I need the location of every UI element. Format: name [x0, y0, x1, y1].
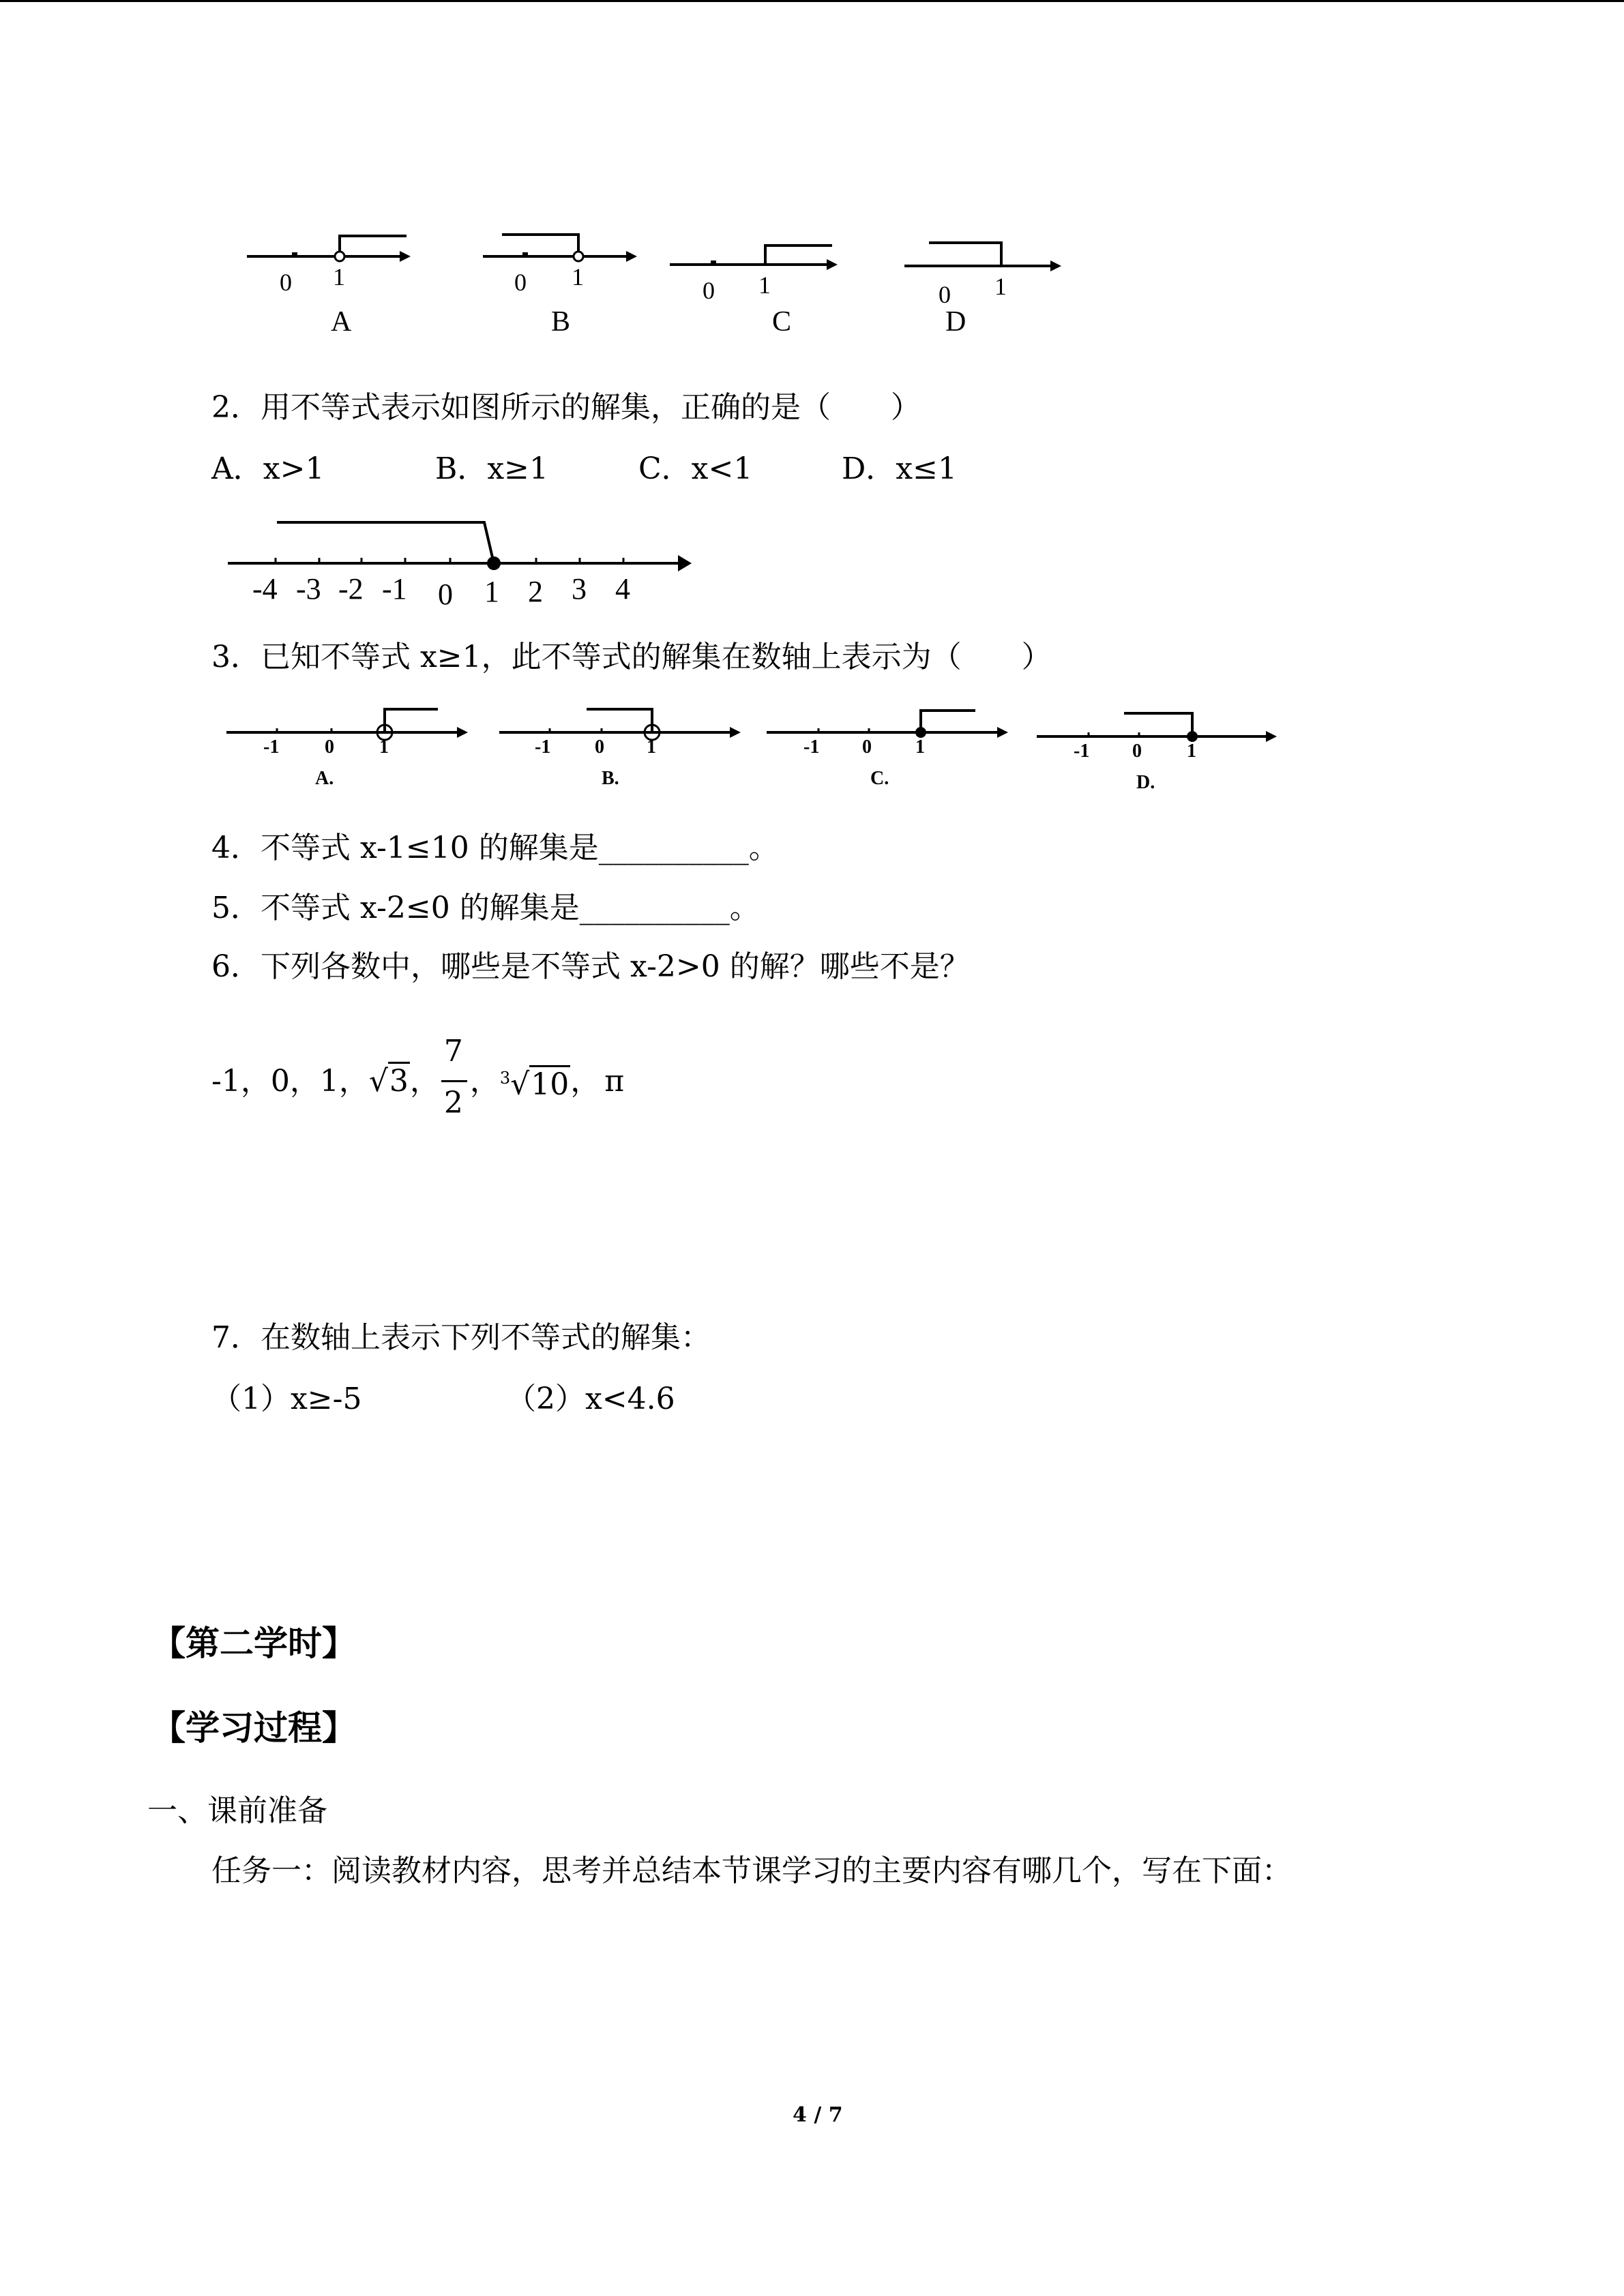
q1-option-d-axis	[904, 243, 1061, 308]
q2-choice-a: A．x>1	[211, 451, 325, 486]
q2-tick-neg2: -2	[338, 572, 364, 606]
task-one-text: 任务一：阅读教材内容，思考并总结本节课学习的主要内容有哪几个，写在下面：	[211, 1853, 1292, 1888]
q3-a-tick-1: 1	[379, 736, 389, 758]
q3-b-tick-1: 1	[647, 736, 656, 758]
q2-axis-arrow	[678, 555, 692, 571]
q3-c-tick-1: 1	[915, 736, 925, 758]
q2-tick-4: 4	[615, 572, 630, 606]
q1-b-tick0: 0	[514, 269, 527, 296]
q6-separator-3: ，	[570, 1064, 601, 1099]
q1-option-a-axis	[247, 236, 411, 296]
q3-d-tick-0: 0	[1132, 741, 1142, 762]
q1-option-c-axis	[670, 245, 838, 304]
q6-integers: -1，0，1，	[211, 1064, 369, 1099]
q3-option-d-label: D.	[1136, 772, 1155, 793]
q2-solution-ray	[277, 522, 494, 563]
q3-c-tick-neg1: -1	[803, 736, 820, 758]
q2-tick-neg3: -3	[296, 572, 321, 606]
q7-stem: 7．在数轴上表示下列不等式的解集：	[211, 1320, 711, 1355]
cube-root-value: 10	[529, 1065, 570, 1102]
q1-b-open-circle	[574, 252, 583, 261]
q2-choice-c: C．x<1	[638, 451, 753, 486]
q3-option-d-axis	[1037, 713, 1277, 793]
page-number: 4 / 7	[793, 2103, 843, 2127]
q1-d-tick0: 0	[939, 281, 951, 308]
q1-b-tick1: 1	[572, 263, 584, 290]
q3-option-c-label: C.	[870, 768, 889, 789]
q3-b-tick-0: 0	[595, 736, 604, 758]
q2-closed-dot	[487, 556, 501, 570]
q2-tick-neg4: -4	[252, 572, 278, 606]
q7-part-2: （2）x<4.6	[506, 1382, 675, 1416]
q1-a-open-circle	[335, 252, 344, 261]
cube-root-10	[500, 1059, 570, 1104]
fraction-7-2	[440, 1034, 470, 1122]
q3-number-lines	[218, 696, 1282, 805]
q2-tick-0: 0	[438, 578, 453, 611]
q5-text: 5．不等式 x-2≤0 的解集是__________。	[211, 891, 760, 925]
fraction-bar	[441, 1080, 467, 1082]
q1-c-tick1: 1	[758, 271, 771, 299]
q3-b-tick-neg1: -1	[535, 736, 551, 758]
sqrt-3-value: 3	[388, 1062, 410, 1099]
q2-tick-3: 3	[572, 572, 587, 606]
q3-option-c-axis	[767, 711, 1008, 789]
q3-option-b-label: B.	[602, 768, 619, 789]
radical-sign: √	[368, 1064, 388, 1099]
q6-stem: 6．下列各数中，哪些是不等式 x-2>0 的解？哪些不是？	[211, 949, 970, 984]
heading-pre-class: 一、课前准备	[147, 1793, 327, 1828]
q1-a-tick0: 0	[280, 269, 292, 296]
q3-d-tick-1: 1	[1187, 741, 1196, 762]
q1-d-tick1: 1	[994, 273, 1007, 300]
q2-tick-2: 2	[528, 575, 543, 608]
q3-option-a-label: A.	[315, 768, 334, 789]
q3-d-tick-neg1: -1	[1074, 741, 1090, 762]
q2-choice-b: B．x≥1	[435, 451, 549, 486]
q1-option-b-letter: B	[551, 306, 571, 338]
q7-part-1: （1）x≥-5	[211, 1382, 362, 1416]
q3-stem: 3．已知不等式 x≥1，此不等式的解集在数轴上表示为（ ）	[211, 640, 1052, 674]
pi-symbol: π	[604, 1064, 625, 1099]
q2-tick-neg1: -1	[382, 572, 407, 606]
q1-option-a-letter: A	[331, 306, 352, 338]
fraction-numerator: 7	[443, 1034, 463, 1069]
sqrt-3	[369, 1062, 410, 1101]
q1-c-tick0: 0	[703, 277, 715, 304]
fraction-denominator: 2	[443, 1086, 463, 1120]
q2-stem: 2．用不等式表示如图所示的解集，正确的是（ ）	[211, 390, 921, 425]
cube-root-index: 3	[499, 1069, 511, 1088]
q6-number-list	[211, 1034, 625, 1122]
page-top-border	[0, 0, 1624, 2]
q4-text: 4．不等式 x-1≤10 的解集是__________。	[211, 831, 779, 865]
q6-separator-2: ，	[469, 1064, 500, 1099]
q6-separator-1: ，	[409, 1064, 440, 1099]
q2-number-line	[225, 505, 716, 614]
q3-a-tick-neg1: -1	[263, 736, 280, 758]
q1-option-b-axis	[483, 235, 637, 296]
q1-option-d-letter: D	[945, 306, 966, 338]
q1-option-c-letter: C	[772, 306, 792, 338]
section-title-second-period: 【第二学时】	[151, 1623, 356, 1663]
q1-a-tick1: 1	[333, 263, 345, 290]
radical-sign: √	[510, 1067, 530, 1102]
q2-tick-1: 1	[484, 575, 499, 608]
q3-c-tick-0: 0	[862, 736, 872, 758]
q2-choice-d: D．x≤1	[842, 451, 957, 486]
section-title-learning-process: 【学习过程】	[151, 1708, 356, 1748]
q3-option-b-axis	[499, 709, 741, 789]
q3-a-tick-0: 0	[325, 736, 334, 758]
q3-option-a-axis	[226, 709, 468, 789]
